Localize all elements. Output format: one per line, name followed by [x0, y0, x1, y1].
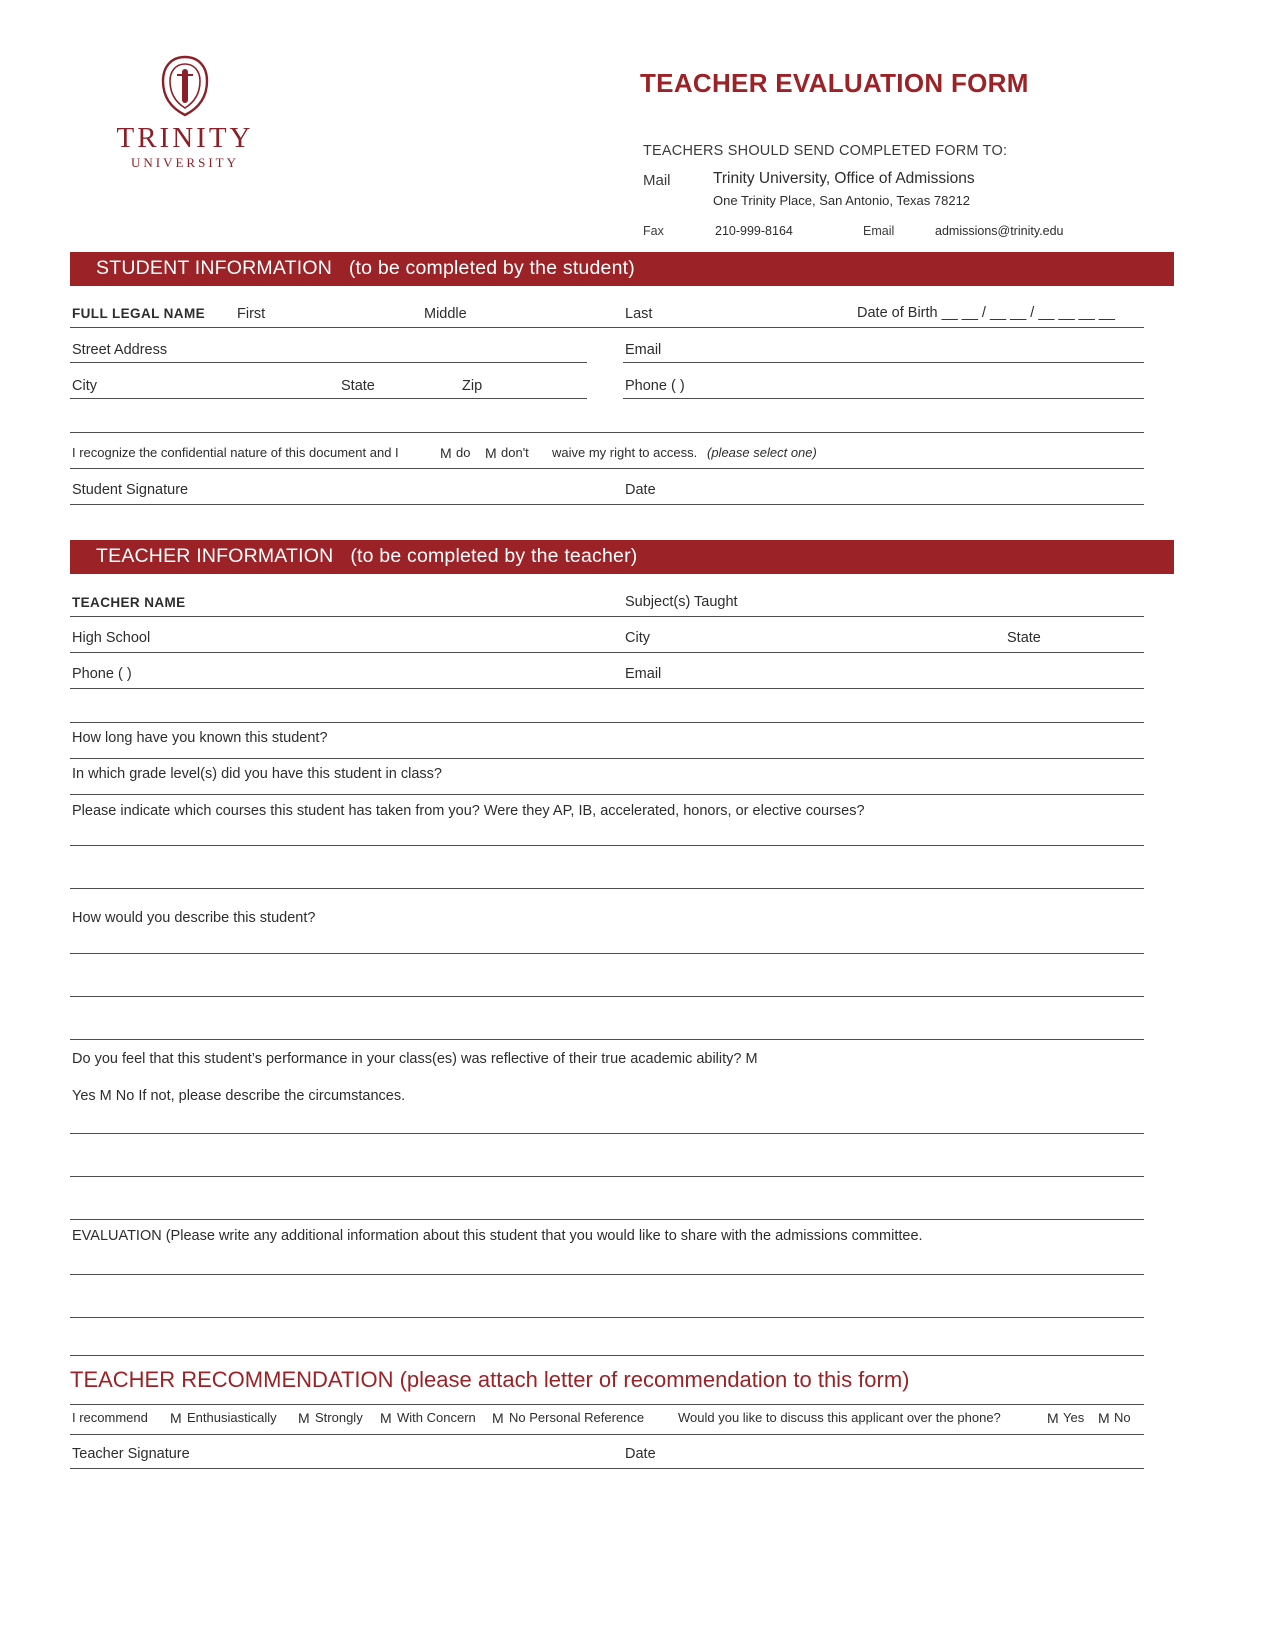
student-signature-label: Student Signature: [72, 482, 189, 498]
teacher-state-label: State: [1007, 630, 1041, 646]
mail-value: Trinity University, Office of Admissions: [713, 170, 975, 187]
first-name-label: First: [237, 306, 266, 322]
question-evaluation: EVALUATION (Please write any additional information about this student that you would like to share with the admissions committee.: [72, 1228, 923, 1244]
recommend-strongly-checkbox[interactable]: M: [298, 1410, 310, 1426]
student-band-note: (to be completed by the student): [348, 257, 635, 279]
divider: [70, 1176, 1144, 1177]
teacher-date-label: Date: [625, 1446, 656, 1462]
divider: [70, 722, 1144, 723]
divider: [70, 362, 587, 363]
divider: [70, 996, 1144, 997]
teacher-signature-label: Teacher Signature: [72, 1446, 190, 1462]
student-band-title-text: STUDENT INFORMATION: [96, 257, 332, 279]
full-legal-name-label: FULL LEGAL NAME: [72, 306, 205, 321]
divider: [70, 504, 1144, 505]
subjects-taught-label: Subject(s) Taught: [625, 594, 738, 610]
waiver-dont-checkbox[interactable]: M: [485, 445, 497, 461]
recommend-enthusiastically-label: Enthusiastically: [187, 1410, 277, 1425]
teacher-email-label: Email: [625, 666, 662, 682]
divider: [70, 845, 1144, 846]
page-title: TEACHER EVALUATION FORM: [640, 68, 1029, 98]
fax-label: Fax: [643, 224, 664, 238]
i-recommend-label: I recommend: [72, 1410, 148, 1425]
divider: [70, 794, 1144, 795]
teacher-recommendation-title: TEACHER RECOMMENDATION (please attach letter of recommendation to this form): [70, 1367, 910, 1392]
waiver-text-end: waive my right to access.: [552, 445, 698, 460]
discuss-phone-yes-checkbox[interactable]: M: [1047, 1410, 1059, 1426]
divider: [70, 327, 1144, 328]
email-value: admissions@trinity.edu: [935, 224, 1064, 238]
divider: [70, 468, 1144, 469]
student-information-band: [70, 252, 1174, 286]
last-name-label: Last: [625, 306, 653, 322]
divider: [70, 888, 1144, 889]
divider: [70, 1039, 1144, 1040]
question-reflective-ability: Do you feel that this student’s performance in your class(es) was reflective of their true academic ability? M: [72, 1051, 758, 1067]
recommend-with-concern-label: With Concern: [397, 1410, 476, 1425]
city-label: City: [72, 378, 97, 394]
divider: [70, 688, 1144, 689]
question-reflective-options: Yes M No If not, please describe the circumstances.: [72, 1088, 406, 1104]
divider: [70, 758, 1144, 759]
teacher-information-band: [70, 540, 1174, 574]
discuss-phone-yes-label: Yes: [1063, 1410, 1085, 1425]
student-phone-label: Phone ( ): [625, 378, 685, 394]
divider: [70, 616, 1144, 617]
question-describe-student: How would you describe this student?: [72, 910, 316, 926]
divider: [623, 362, 1144, 363]
waiver-do-checkbox[interactable]: M: [440, 445, 452, 461]
divider: [70, 1355, 1144, 1356]
student-band-title: [96, 257, 635, 280]
teacher-name-label: TEACHER NAME: [72, 595, 186, 610]
teacher-city-label: City: [625, 630, 650, 646]
recommend-no-personal-reference-checkbox[interactable]: M: [492, 1410, 504, 1426]
teacher-band-title-text: TEACHER INFORMATION: [96, 545, 334, 567]
teacher-band-note: (to be completed by the teacher): [350, 545, 638, 567]
divider: [623, 398, 1144, 399]
waiver-dont-label: don't: [501, 445, 529, 460]
waiver-select-note: (please select one): [707, 445, 817, 460]
fax-value: 210-999-8164: [715, 224, 793, 238]
divider: [70, 432, 1144, 433]
mail-label: Mail: [643, 172, 671, 189]
logo-subtitle: UNIVERSITY: [131, 155, 239, 171]
teacher-band-title: [96, 545, 637, 568]
question-grade-levels: In which grade level(s) did you have this student in class?: [72, 766, 442, 782]
question-how-long: How long have you known this student?: [72, 730, 328, 746]
waiver-text-start: I recognize the confidential nature of this document and I: [72, 445, 399, 460]
divider: [70, 1274, 1144, 1275]
recommend-strongly-label: Strongly: [315, 1410, 363, 1425]
waiver-do-label: do: [456, 445, 471, 460]
discuss-by-phone-question: Would you like to discuss this applicant over the phone?: [678, 1410, 1001, 1425]
recommend-with-concern-checkbox[interactable]: M: [380, 1410, 392, 1426]
send-to-heading: TEACHERS SHOULD SEND COMPLETED FORM TO:: [643, 143, 1008, 159]
state-label: State: [341, 378, 375, 394]
divider: [70, 1434, 1144, 1435]
student-date-label: Date: [625, 482, 656, 498]
divider: [70, 1133, 1144, 1134]
student-email-label: Email: [625, 342, 662, 358]
divider: [70, 1468, 1144, 1469]
street-address-label: Street Address: [72, 342, 168, 358]
discuss-phone-no-checkbox[interactable]: M: [1098, 1410, 1110, 1426]
recommend-enthusiastically-checkbox[interactable]: M: [170, 1410, 182, 1426]
divider: [70, 398, 587, 399]
divider: [70, 1317, 1144, 1318]
logo-wordmark: TRINITY: [116, 122, 254, 154]
divider: [70, 953, 1144, 954]
divider: [70, 652, 1144, 653]
divider: [70, 1404, 1144, 1405]
recommend-no-personal-reference-label: No Personal Reference: [509, 1410, 645, 1425]
trinity-logo-icon: [157, 55, 213, 117]
divider: [70, 1219, 1144, 1220]
question-courses: Please indicate which courses this student has taken from you? Were they AP, IB, accelerated, honors, or elective courses?: [72, 803, 865, 819]
email-label: Email: [863, 224, 895, 238]
teacher-phone-label: Phone ( ): [72, 666, 132, 682]
middle-name-label: Middle: [424, 306, 467, 322]
discuss-phone-no-label: No: [1114, 1410, 1131, 1425]
date-of-birth-label: Date of Birth __ __ / __ __ / __ __ __ __: [857, 305, 1115, 321]
zip-label: Zip: [462, 378, 483, 394]
mail-address: One Trinity Place, San Antonio, Texas 78212: [713, 193, 971, 208]
high-school-label: High School: [72, 630, 151, 646]
trinity-logo: [70, 55, 300, 171]
